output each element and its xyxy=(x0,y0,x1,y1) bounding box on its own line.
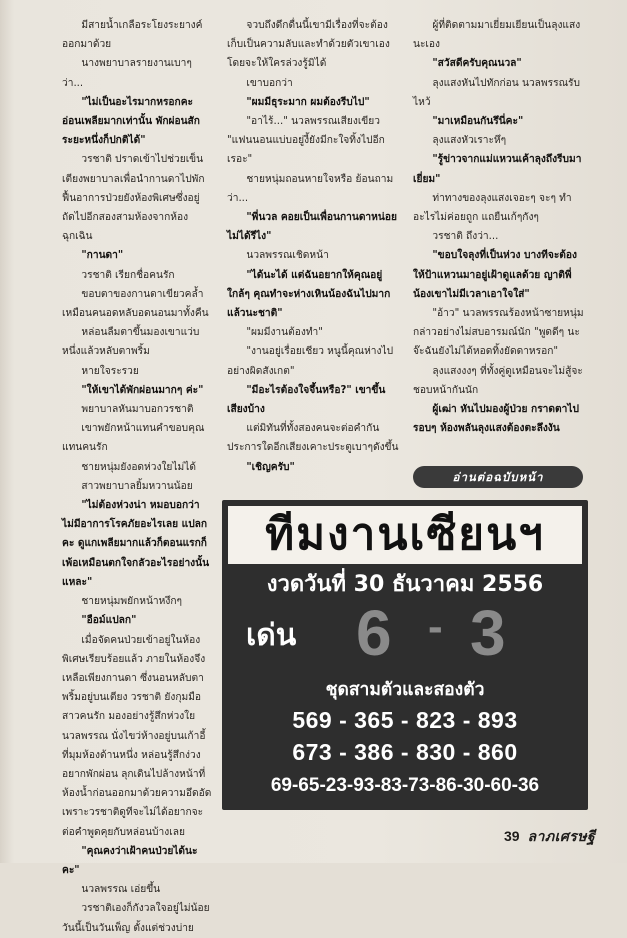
article-paragraph: หล่อนลืมตาขึ้นมองเขาแว่บหนึ่งแล้วหลับตาพริ้ม xyxy=(62,327,200,358)
article-column-3 xyxy=(413,16,588,438)
article-paragraph: วรชาติ เรียกชื่อคนรัก xyxy=(81,269,175,281)
highlight-label: เด่น xyxy=(246,618,297,653)
article-paragraph: เมื่อจัดคนป่วยเข้าอยู่ในห้องพิเศษเรียบร้อยแล้ว ภายในห้องจึงเหลือเพียงกานดา ซึ่งนอนหลับตาพริ้มอยู่บนเตียง วรชาติ ยังกุมมือสาวคนรัก มองอย่างรู้สึกห่วงใย นวลพรรณ นั่งไขว่ห้างอยู่บนเก้าอี้ที่มุมห้องด้านหนึ่ง หล่อนรู้สึกง่วงอยากพักผ่อน ลุกเดินไปล้างหน้าที่ห้องน้ำก่อนออกมาด้วยความอึดอัด เพราะวรชาติดูทีจะไม่ได้อยากจะต่อคำพูดคุยกับหล่อนบ้างเลย xyxy=(62,634,212,838)
advert-draw-date: งวดวันที่ 30 ธันวาคม 2556 xyxy=(266,572,544,597)
article-paragraph: "ผมมีธุระมาก ผมต้องรีบไป" xyxy=(246,96,370,108)
article-paragraph: จวบถึงดึกดื่นนี้เขามีเรื่องที่จะต้องเก็บเป็นความลับและทำด้วยตัวเขาเองโดยจะให้ใครล่วงรู้มิได้ xyxy=(227,20,390,70)
article-paragraph: แต่มิทันที่ทั้งสองคนจะต่อคำกันประการใดอีกเสียงเคาะประตูเบาๆดังขึ้น xyxy=(227,423,399,454)
article-paragraph: "เชิญครับ" xyxy=(246,461,295,473)
article-paragraph: ลุงแสงหันไปทักก่อน นวลพรรณรับไหว้ xyxy=(413,77,580,108)
article-paragraph: ขอบตาของกานดาเขียวคล้ำเหมือนคนอดหลับอดนอนมาทั้งคืน xyxy=(62,288,209,320)
article-column-2 xyxy=(227,16,399,477)
article-paragraph: "อ้าว" นวลพรรณร้องหน้าซายหนุ่มกล่าวอย่างไม่สบอารมณ์นัก "พูดดีๆ นะจ๊ะฉันยังไม่ได้หอดทิ้งยัดดาหรอก" xyxy=(413,308,584,358)
article-paragraph: "อือม์แปลก" xyxy=(81,615,137,627)
page-number: 39 xyxy=(504,828,520,844)
article-paragraph: มีสายน้ำเกลือระโยงระยางค์ออกมาด้วย xyxy=(62,20,203,51)
article-paragraph: "งานอยู่เรื่อยเชียว หนูนี้คุณห่างไปอย่างผิดสังเกต" xyxy=(227,346,394,377)
article-paragraph: ลุงแสงหัวเราะหึๆ xyxy=(432,135,507,147)
highlight-dash: - xyxy=(428,602,443,651)
highlight-digit-second: 3 xyxy=(470,597,506,669)
article-paragraph: ผู้ที่ติดตามมาเยี่ยมเยียนเป็นลุงแสงนะเอง xyxy=(413,20,581,51)
article-paragraph: "อาไร้..." นวลพรรณเสียงเขียว "แฟนนอนแบ่บอยู่งี้ยังมีกะใจทิ้งไปอีกเรอะ" xyxy=(227,116,385,166)
article-paragraph: ลุงแสงงงๆ ที่ทั้งคู่ดูเหมือนจะไม่สู้จะชอบหน้ากันนัก xyxy=(413,365,583,396)
article-paragraph: "สวัสดีครับคุณนวล" xyxy=(432,58,522,70)
three-digit-row-2: 673 - 386 - 830 - 860 xyxy=(292,739,518,765)
article-paragraph: "คุณคงว่าเฝ้าคนป่วยได้นะคะ" xyxy=(62,845,198,876)
continue-next-issue-banner: อ่านต่อฉบับหน้า xyxy=(413,466,583,488)
article-paragraph: นางพยาบาลรายงานเบาๆ ว่า... xyxy=(62,58,192,89)
article-paragraph: เขาบอกว่า xyxy=(246,77,293,89)
article-paragraph: พยาบาลหันมาบอกวรชาติ xyxy=(81,404,194,416)
highlight-digit-first: 6 xyxy=(356,597,392,669)
article-paragraph: นวลพรรณเชิดหน้า xyxy=(246,250,329,262)
article-paragraph: วรชาติเองก็กังวลใจอยู่ไม่น้อย วันนี้เป็นวันเพ็ญ ตั้งแต่ช่วงบ่าย xyxy=(62,903,210,934)
article-paragraph: ท่าทางของลุงแสงเจอะๆ จะๆ ทำอะไรไม่ค่อยถูก แถยืนเก้ๆกังๆ xyxy=(413,192,572,224)
article-column-1 xyxy=(62,16,212,938)
article-paragraph: วรชาติ ปราดเข้าไปช่วยเข็นเตียงพยาบาลเพื่อนำกานดาไปพักฟื้นอาการป่วยยังห้องพิเศษซึ่งอยู่ถัดไปอีกสองสามห้องจากห้องฉุกเฉิน xyxy=(62,154,205,243)
lottery-advert-box xyxy=(222,500,588,810)
advert-highlight-row xyxy=(228,597,582,676)
article-paragraph: ผู้เฒ่า หันไปมองผู้ป่วย กราดตาไปรอบๆ ห้องพลันลุงแสงต้องตะลึงงัน xyxy=(413,404,579,435)
two-digit-row: 69-65-23-93-83-73-86-30-60-36 xyxy=(270,775,540,796)
article-paragraph: "พี่นวล คอยเป็นเพื่อนกานดาหน่อยไม่ได้รึไง" xyxy=(227,212,397,243)
article-paragraph: ชายหนุ่มพยักหน้าหงึกๆ xyxy=(81,596,182,608)
advert-subtitle: ชุดสามตัวและสองตัว xyxy=(325,680,485,700)
page-footer xyxy=(504,826,595,848)
magazine-logo: ลาภเศรษฐี xyxy=(527,829,596,845)
three-digit-row-1: 569 - 365 - 823 - 893 xyxy=(292,707,518,733)
article-paragraph: "ขอบใจลุงที่เป็นห่วง บางทีจะต้องให้ป้าแหวนมาอยู่เฝ้าดูแลด้วย ญาติพี่น้องเขาไม่มีเวลาเอาใจใส่" xyxy=(413,250,578,300)
article-paragraph: "มีอะไรต้องใจจึ้นหรือ?" เขาขึ้นเสียงบ้าง xyxy=(227,384,386,416)
article-paragraph: "กานดา" xyxy=(81,250,124,262)
article-paragraph: "ผมมีงานต้องทำ" xyxy=(246,327,323,339)
article-paragraph: "ได้นะได้ แต่ฉันอยากให้คุณอยู่ใกล้ๆ คุณทำจะห่างเหินน้องฉันไปมากแล้วนะชาติ" xyxy=(227,269,391,320)
article-paragraph: "ไม่ต้องห่วงน่า หมอบอกว่าไม่มีอาการโรคภัยอะไรเลย แปลกคะ ดูแกเพลียมากแล้วก็ตอนแรกก็เพ้อเหมือนตกใจกลัวอะไรอย่างนั้นแหละ" xyxy=(62,500,210,588)
article-paragraph: ชายหนุ่มยังอดห่วงใยไม่ได้ xyxy=(81,461,196,473)
article-paragraph: วรชาติ ถึงว่า... xyxy=(432,231,499,243)
article-paragraph: "มาเหมือนกันรึนี่คะ" xyxy=(432,116,524,128)
article-paragraph: หายใจระรวย xyxy=(81,365,139,377)
article-paragraph: "รู้ข่าวจากแม่แหวนเค้าลุงถึงรีบมาเยี่ยม" xyxy=(413,154,582,185)
article-paragraph: "ให้เขาได้พักผ่อนมากๆ ค่ะ" xyxy=(81,384,204,396)
article-paragraph: ชายหนุ่มถอนหายใจหรือ ย้อนถามว่า... xyxy=(227,173,394,204)
advert-title: ทีมงานเซียนฯ xyxy=(228,506,582,564)
article-paragraph: เขาพยักหน้าแทนคำขอบคุณแทนคนรัก xyxy=(62,423,205,454)
article-paragraph: สาวพยาบาลยิ้มหวานน้อย xyxy=(81,480,193,492)
article-paragraph: นวลพรรณ เอ่ยขึ้น xyxy=(81,884,161,896)
article-paragraph: "ไม่เป็นอะไรมากหรอกคะ อ่อนเพลียมากเท่านั้น พักผ่อนสักระยะหนึ่งก็ปกติได้" xyxy=(62,96,200,147)
